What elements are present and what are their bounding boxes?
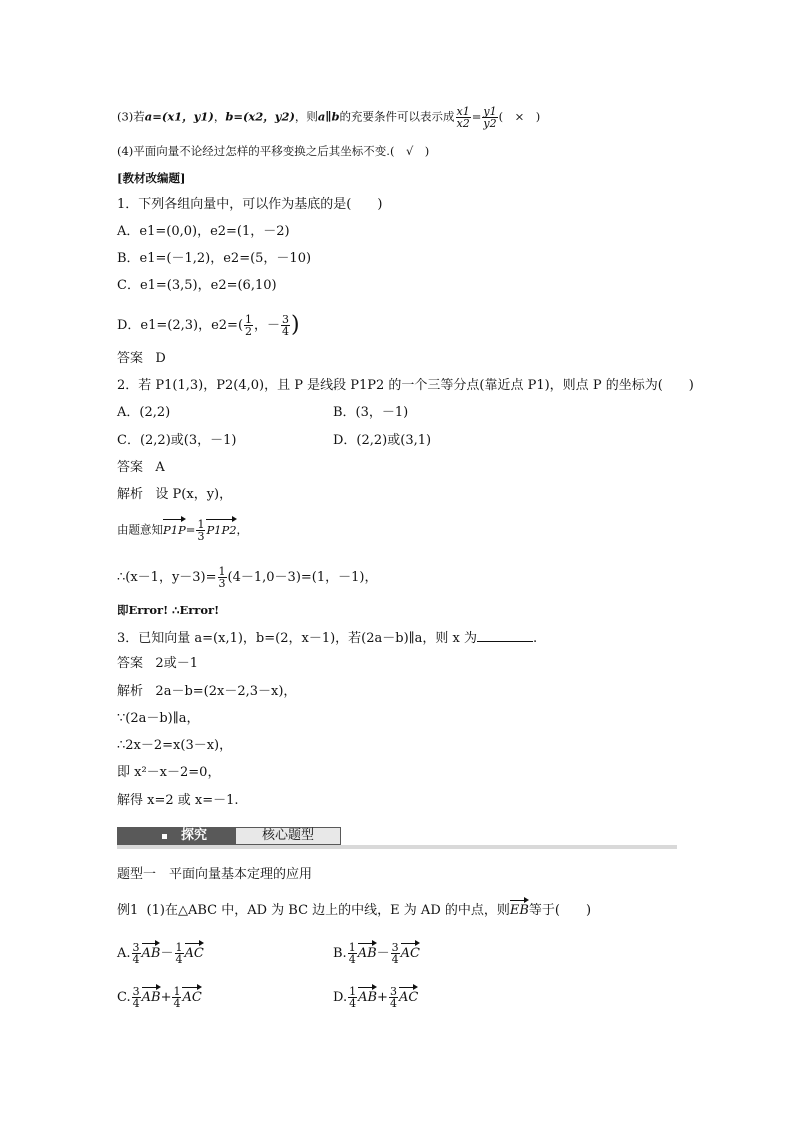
ex1-option-b: [333, 942, 420, 965]
vector-eb: EB: [509, 903, 529, 918]
d-sep: ，－: [254, 318, 281, 333]
example-label: 例1: [117, 903, 139, 918]
coef-frac: [172, 986, 181, 1009]
operator: －: [376, 946, 390, 961]
answer-label: 答案: [117, 351, 144, 366]
p2-analysis-line3: [117, 566, 377, 589]
vector-ab: AB: [357, 946, 377, 961]
operator: +: [160, 990, 172, 1005]
q3-frac-y: [482, 106, 497, 129]
banner-tab-label: 探究: [181, 828, 208, 843]
banner-tab-core: 核心题型: [235, 827, 341, 845]
q3-b-eq: b=(x2，y2): [225, 109, 295, 124]
answer-value: D: [155, 351, 166, 366]
frac-num: 3: [132, 941, 140, 954]
banner-rule: [117, 845, 677, 849]
option-label: A.: [117, 946, 131, 961]
coef-frac: [348, 942, 357, 965]
frac-den: 3: [197, 530, 205, 543]
analysis-label: 解析: [117, 684, 144, 699]
p2-option-d: D．(2,2)或(3,1): [333, 433, 432, 448]
q4-answer: ( √ ): [389, 144, 430, 158]
eq: =: [185, 522, 196, 537]
frac-den: x2: [456, 117, 470, 130]
ex1-option-a: [117, 942, 204, 965]
q3-sep: ，: [213, 109, 226, 124]
example-text: 等于( ): [528, 903, 592, 918]
vector-p1p: P1P: [163, 522, 186, 537]
frac-den: y2: [483, 117, 497, 130]
coef-frac: [132, 986, 141, 1009]
p3-stem: [117, 629, 537, 647]
p2-analysis-line2: [117, 519, 248, 542]
q3-text: 若: [133, 109, 145, 124]
q3-eq: =: [471, 109, 482, 124]
p1-option-a: A．e1=(0,0)，e2=(1，－2): [117, 224, 290, 239]
p1-stem: 1．下列各组向量中，可以作为基底的是( ): [117, 197, 383, 212]
option-label: B.: [333, 946, 347, 961]
p1-answer: [117, 351, 166, 367]
comma: ，: [236, 522, 249, 537]
p2-answer: [117, 460, 165, 476]
frac-den: 4: [175, 953, 183, 966]
p2-option-b: B．(3，－1): [333, 405, 409, 420]
judge-q3: [117, 106, 540, 129]
frac-num: x1: [456, 105, 470, 118]
frac-den: 4: [389, 997, 397, 1010]
answer-label: 答案: [117, 460, 144, 475]
frac-den: 4: [132, 997, 140, 1010]
q3-then: ，则: [294, 109, 318, 124]
close-paren: ): [291, 312, 300, 338]
frac-num: 3: [389, 985, 397, 998]
p2-analysis-line4: 即Error! ∴Error!: [117, 603, 220, 617]
frac-num: 1: [197, 518, 205, 531]
operator: +: [377, 990, 388, 1005]
coef-frac: [132, 942, 141, 965]
option-label: C.: [117, 990, 131, 1005]
square-bullet-icon: [162, 834, 167, 839]
analysis-text: ∴(x－1，y－3)=: [117, 570, 217, 585]
vector-ac: AC: [398, 990, 419, 1005]
banner-tab-explore: [117, 827, 235, 845]
vector-ab: AB: [141, 990, 161, 1005]
frac-num: 1: [175, 941, 183, 954]
frac-num: 3: [391, 941, 399, 954]
frac-num: 1: [349, 985, 357, 998]
frac-den: 4: [173, 997, 181, 1010]
judge-q4: [117, 143, 429, 159]
frac-den: 4: [282, 325, 290, 338]
frac-num: 1: [348, 941, 356, 954]
frac-num: 1: [218, 565, 226, 578]
frac-num: 1: [173, 985, 181, 998]
third-frac: [196, 519, 205, 542]
vector-ac: AC: [182, 990, 202, 1005]
example-text: (1)在△ABC 中，AD 为 BC 边上的中线，E 为 AD 的中点，则: [146, 903, 510, 918]
frac-num: y1: [483, 105, 497, 118]
p2-analysis-line1: [117, 487, 232, 503]
p3-answer: [117, 656, 198, 672]
answer-blank: [477, 629, 533, 642]
frac-num: 3: [282, 313, 290, 326]
q3-desc: 的充要条件可以表示成: [339, 109, 455, 124]
coef-frac: [391, 942, 400, 965]
type1-title: 题型一 平面向量基本定理的应用: [117, 867, 313, 882]
vector-ab: AB: [358, 990, 378, 1005]
q3-answer: ( × ): [498, 109, 541, 124]
p2-option-c: C．(2,2)或(3，－1): [117, 433, 237, 448]
p3-analysis-line5: 解得 x=2 或 x=－1.: [117, 793, 239, 808]
p3-analysis-line2: ∵(2a－b)∥a，: [117, 711, 200, 726]
frac-num: 3: [132, 985, 140, 998]
frac-num: 1: [245, 313, 253, 326]
section-banner: [117, 827, 677, 849]
frac-den: 4: [391, 953, 399, 966]
p1-option-c: C．e1=(3,5)，e2=(6,10): [117, 278, 277, 293]
frac-den: 4: [349, 997, 357, 1010]
ex1-option-d: [333, 986, 418, 1009]
coef-frac: [175, 942, 184, 965]
analysis-text: 由题意知: [117, 522, 163, 537]
stem-text: 3．已知向量 a=(x,1)，b=(2，x－1)，若(2a－b)∥a，则 x 为: [117, 631, 477, 646]
p3-analysis-line4: 即 x²－x－2=0，: [117, 765, 221, 780]
d-frac-1: [244, 314, 253, 337]
operator: －: [160, 946, 174, 961]
q3-num: (3): [117, 109, 134, 124]
p2-stem: 2．若 P1(1,3)，P2(4,0)，且 P 是线段 P1P2 的一个三等分点(靠近点 P1)，则点 P 的坐标为( ): [117, 378, 694, 393]
p3-analysis-line1: [117, 684, 296, 700]
q3-frac-x: [456, 106, 471, 129]
frac-den: 3: [218, 577, 226, 590]
analysis-text: 2a－b=(2x－2,3－x)，: [155, 684, 297, 699]
ex1-option-c: [117, 986, 202, 1009]
analysis-text: 设 P(x，y)，: [155, 487, 233, 502]
coef-frac: [348, 986, 357, 1009]
vector-ab: AB: [141, 946, 161, 961]
answer-label: 答案: [117, 656, 144, 671]
frac-den: 4: [132, 953, 140, 966]
q4-text: (4)平面向量不论经过怎样的平移变换之后其坐标不变.: [117, 144, 390, 158]
option-d-text: D．e1=(2,3)，e2=(: [117, 318, 244, 333]
p3-analysis-line3: ∴2x－2=x(3－x)，: [117, 738, 233, 753]
stem-end: .: [533, 631, 538, 646]
answer-value: A: [155, 460, 165, 475]
option-label: D.: [333, 990, 348, 1005]
section-title: [教材改编题]: [117, 171, 186, 185]
p1-option-d: [117, 314, 300, 337]
vector-p1p2: P1P2: [206, 522, 237, 537]
vector-ac: AC: [184, 946, 204, 961]
example1-stem: [117, 903, 591, 919]
q3-a-eq: a=(x1，y1): [144, 109, 214, 124]
p2-option-a: A．(2,2): [117, 405, 171, 420]
q3-cond: a∥b: [317, 109, 340, 124]
analysis-text: (4－1,0－3)=(1，－1)，: [227, 570, 378, 585]
analysis-label: 解析: [117, 487, 144, 502]
coef-frac: [389, 986, 398, 1009]
p1-option-b: B．e1=(－1,2)，e2=(5，－10): [117, 251, 312, 266]
vector-ac: AC: [400, 946, 420, 961]
third-frac: [218, 566, 227, 589]
answer-value: 2或－1: [155, 656, 198, 671]
frac-den: 4: [348, 953, 356, 966]
d-frac-2: [281, 314, 290, 337]
frac-den: 2: [245, 325, 253, 338]
